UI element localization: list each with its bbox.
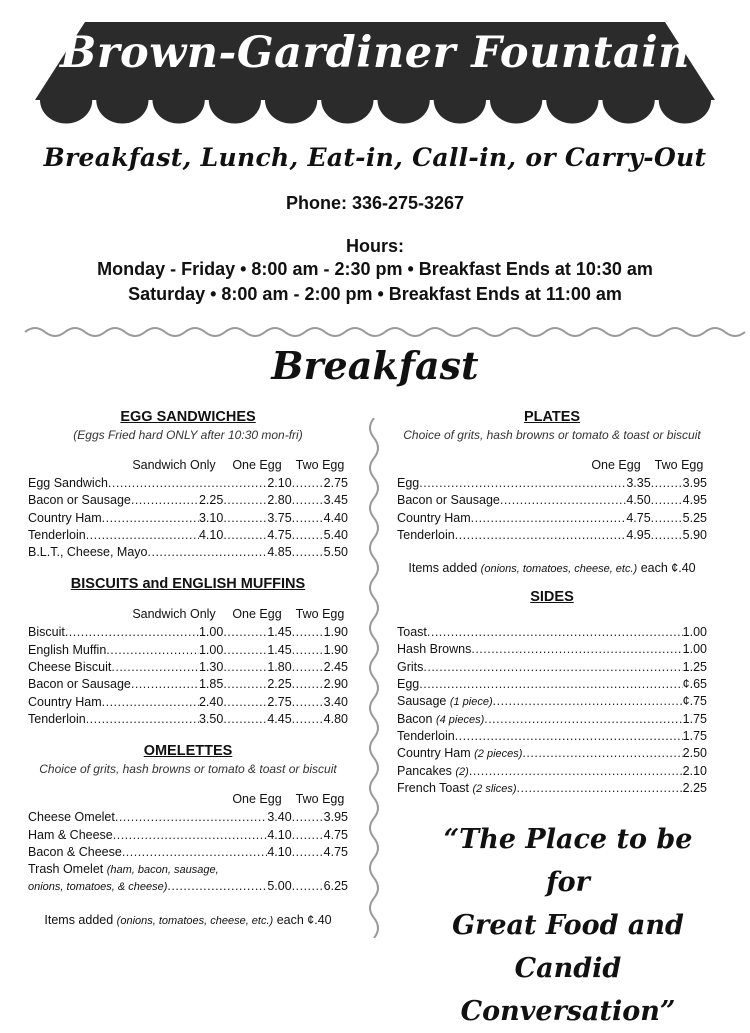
price-one-egg: 2.10 <box>267 476 292 490</box>
leader-dots <box>292 712 324 726</box>
price-two-egg: 5.25 <box>682 510 707 525</box>
menu-row <box>397 694 707 711</box>
wavy-divider <box>0 322 750 342</box>
item-desc: (4 pieces) <box>435 713 485 726</box>
added-price: each ¢.40 <box>640 561 696 576</box>
col-one-egg: One Egg <box>591 458 641 472</box>
price-two-egg: 2.75 <box>323 476 348 490</box>
menu-row <box>397 625 707 642</box>
awning-scallop <box>40 100 92 124</box>
price-two-egg: 5.50 <box>323 545 348 560</box>
item-name <box>397 625 427 639</box>
hours-label: Hours: <box>346 236 404 256</box>
price-one-egg: 3.35 <box>626 476 651 490</box>
item-name: Tenderloin <box>397 527 455 542</box>
sides-heading: SIDES <box>530 589 574 606</box>
leader-dots <box>292 625 324 639</box>
leader-dots <box>106 643 199 657</box>
item-name <box>397 660 423 674</box>
leader-dots <box>86 712 199 726</box>
item-label: Bacon <box>397 711 433 726</box>
leader-dots <box>423 660 682 674</box>
biscuits-heading: BISCUITS and ENGLISH MUFFINS <box>70 576 306 593</box>
price-one-egg: 3.75 <box>267 510 292 525</box>
plates-list <box>397 476 707 545</box>
item-name: Bacon or Sausage <box>28 677 131 692</box>
awning-scallop <box>603 100 655 124</box>
item-name: Trash Omelet <box>28 862 104 877</box>
plates-items-added <box>397 561 707 575</box>
item-price: 1.75 <box>682 728 707 743</box>
leader-dots <box>111 660 199 674</box>
leader-dots <box>223 712 267 726</box>
awning-scallop <box>490 100 542 124</box>
price-one-egg: 4.10 <box>267 844 292 859</box>
hours-weekday: Monday - Friday • 8:00 am - 2:30 pm • Breakfast Ends at 10:30 am <box>97 259 653 279</box>
price-one-egg: 1.45 <box>267 642 292 657</box>
item-name: Bacon or Sausage <box>397 493 500 508</box>
left-column <box>28 409 348 927</box>
leader-dots <box>292 677 324 691</box>
leader-dots <box>471 511 627 525</box>
price-two-egg: 4.40 <box>323 510 348 525</box>
omelettes-column-headers <box>28 792 348 806</box>
price-one-egg: 4.75 <box>626 510 651 525</box>
price-two-egg: 5.90 <box>682 527 707 542</box>
price-sandwich-only: 1.85 <box>198 677 224 692</box>
quote-line-1: “The Place to be for <box>443 824 693 898</box>
col-two-egg: Two Egg <box>295 607 345 622</box>
right-column <box>397 409 707 798</box>
awning-scallop <box>434 100 486 124</box>
item-price: 1.75 <box>682 711 707 726</box>
tagline: Breakfast, Lunch, Eat-in, Call-in, or Carry-Out <box>43 143 707 172</box>
leader-dots <box>471 642 682 656</box>
awning-scallop <box>321 100 373 124</box>
price-one-egg: 4.85 <box>267 545 292 560</box>
leader-dots <box>223 511 267 525</box>
leader-dots <box>292 810 324 824</box>
item-name: English Muffin <box>28 642 107 657</box>
menu-row <box>28 545 348 562</box>
leader-dots <box>500 493 626 507</box>
item-label: Country Ham <box>397 746 471 761</box>
leader-dots <box>292 660 324 674</box>
item-name <box>397 746 522 760</box>
item-name: Bacon & Cheese <box>28 844 122 859</box>
col-two-egg: Two Egg <box>295 792 345 807</box>
menu-row <box>397 677 707 694</box>
price-two-egg: 4.75 <box>323 827 348 842</box>
item-label: French Toast <box>397 780 470 795</box>
price-one-egg: 5.00 <box>267 879 292 894</box>
leader-dots <box>517 781 683 795</box>
omelettes-items-added <box>28 913 348 927</box>
leader-dots <box>223 528 267 542</box>
trash-omelet-row-2 <box>28 879 348 896</box>
item-name <box>397 694 493 708</box>
menu-row <box>397 729 707 746</box>
price-sandwich-only: 2.40 <box>198 694 224 709</box>
item-name <box>397 642 471 656</box>
biscuits-list <box>28 625 348 729</box>
price-two-egg: 4.80 <box>323 711 348 726</box>
plates-heading: PLATES <box>523 409 581 425</box>
menu-row <box>28 828 348 845</box>
menu-row <box>28 643 348 660</box>
menu-row <box>28 712 348 729</box>
trash-omelet-row <box>28 862 348 879</box>
price-one-egg: 2.75 <box>267 694 292 709</box>
item-price: 2.50 <box>682 746 707 761</box>
price-one-egg: 4.10 <box>267 827 292 842</box>
leader-dots <box>292 493 324 507</box>
item-desc: onions, tomatoes, & cheese) <box>28 881 168 894</box>
menu-row <box>28 476 348 493</box>
price-one-egg: 2.25 <box>267 677 292 692</box>
leader-dots <box>223 493 267 507</box>
menu-row <box>397 476 707 493</box>
price-sandwich-only: 1.30 <box>198 660 224 675</box>
sides-list <box>397 625 707 798</box>
leader-dots <box>651 493 683 507</box>
section-title-breakfast: Breakfast <box>271 343 479 388</box>
price-two-egg: 6.25 <box>323 879 348 894</box>
item-name: Ham & Cheese <box>28 827 113 842</box>
egg-sandwiches-heading: EGG SANDWICHES <box>120 409 256 425</box>
leader-dots <box>223 660 267 674</box>
added-label: Items added <box>408 561 478 576</box>
omelettes-list <box>28 810 348 862</box>
added-desc: (onions, tomatoes, cheese, etc.) <box>116 914 274 927</box>
item-price: 1.25 <box>682 659 707 674</box>
plates-column-headers <box>397 458 707 472</box>
leader-dots <box>292 545 324 559</box>
menu-row <box>28 660 348 677</box>
item-label: Grits <box>397 659 424 674</box>
awning-scallop <box>378 100 430 124</box>
leader-dots <box>292 643 324 657</box>
leader-dots <box>148 545 268 559</box>
price-two-egg: 4.95 <box>682 493 707 508</box>
leader-dots <box>102 695 199 709</box>
menu-row <box>397 746 707 763</box>
menu-row <box>397 764 707 781</box>
added-label: Items added <box>44 912 114 927</box>
leader-dots <box>122 845 268 859</box>
item-desc: (2 pieces) <box>474 748 523 761</box>
price-two-egg: 3.95 <box>682 476 707 490</box>
awning-scallop <box>659 100 711 124</box>
leader-dots <box>223 643 267 657</box>
item-name <box>397 677 419 691</box>
price-one-egg: 1.45 <box>267 625 292 640</box>
slogan-quote <box>418 818 718 1033</box>
item-label: Sausage <box>397 694 447 709</box>
leader-dots <box>419 677 682 691</box>
leader-dots <box>292 845 324 859</box>
item-name: Country Ham <box>28 510 102 525</box>
price-sandwich-only: 4.10 <box>198 527 224 542</box>
col-sandwich-only: Sandwich Only <box>132 458 216 472</box>
item-desc: (1 piece) <box>449 696 493 709</box>
quote-line-3: Candid Conversation” <box>460 953 676 1027</box>
item-name <box>397 712 484 726</box>
col-one-egg: One Egg <box>232 607 282 622</box>
price-two-egg: 2.90 <box>323 677 348 692</box>
quote-line-2: Great Food and <box>452 910 684 941</box>
leader-dots <box>455 729 683 743</box>
leader-dots <box>102 511 199 525</box>
awning-scallop <box>153 100 205 124</box>
leader-dots <box>65 625 199 639</box>
price-one-egg: 1.80 <box>267 660 292 675</box>
price-sandwich-only: 3.10 <box>198 510 224 525</box>
price-one-egg: 4.50 <box>626 493 651 508</box>
awning-scallop <box>546 100 598 124</box>
menu-row <box>397 660 707 677</box>
menu-row <box>397 642 707 659</box>
item-price: 1.00 <box>682 625 707 640</box>
price-two-egg: 3.45 <box>323 493 348 508</box>
item-name <box>397 729 455 743</box>
leader-dots <box>223 677 267 691</box>
awning-scallop <box>209 100 261 123</box>
item-name: B.L.T., Cheese, Mayo <box>28 545 148 560</box>
menu-row <box>397 528 707 545</box>
leader-dots <box>223 625 267 639</box>
leader-dots <box>131 493 199 507</box>
menu-row <box>397 493 707 510</box>
price-sandwich-only: 1.00 <box>198 642 224 657</box>
hours-saturday: Saturday • 8:00 am - 2:00 pm • Breakfast Ends at 11:00 am <box>128 284 622 304</box>
leader-dots <box>427 625 683 639</box>
item-name: Biscuit <box>28 625 65 640</box>
price-two-egg: 4.75 <box>323 844 348 859</box>
price-sandwich-only: 2.25 <box>198 493 224 508</box>
egg-sandwiches-column-headers <box>28 458 348 472</box>
plates-note: Choice of grits, hash browns or tomato & toast or biscuit <box>403 428 701 442</box>
menu-row <box>28 511 348 528</box>
leader-dots <box>86 528 199 542</box>
omelettes-note: Choice of grits, hash browns or tomato & toast or biscuit <box>39 762 337 777</box>
price-two-egg: 1.90 <box>323 642 348 657</box>
awning-scallop <box>96 100 148 124</box>
leader-dots <box>115 810 267 824</box>
price-sandwich-only: 3.50 <box>198 711 224 726</box>
price-sandwich-only: 1.00 <box>198 625 224 640</box>
price-two-egg: 3.95 <box>323 810 348 825</box>
col-two-egg: Two Egg <box>295 458 345 472</box>
item-name <box>397 764 469 778</box>
leader-dots <box>469 764 683 778</box>
biscuits-column-headers <box>28 607 348 621</box>
menu-row <box>28 493 348 510</box>
item-label: Egg <box>397 677 420 692</box>
menu-row <box>28 695 348 712</box>
item-name: Egg <box>397 476 420 490</box>
phone-number: Phone: 336-275-3267 <box>285 193 465 213</box>
item-desc: (2) <box>455 765 469 778</box>
item-label: Toast <box>397 625 427 640</box>
leader-dots <box>292 828 324 842</box>
leader-dots <box>292 476 324 490</box>
leader-dots <box>108 476 267 490</box>
item-name <box>397 781 517 795</box>
price-two-egg: 3.40 <box>323 694 348 709</box>
item-price: 1.00 <box>682 642 707 657</box>
price-two-egg: 2.45 <box>323 660 348 675</box>
price-one-egg: 2.80 <box>267 493 292 508</box>
leader-dots <box>292 511 324 525</box>
leader-dots <box>455 528 627 542</box>
item-label: Hash Browns <box>397 642 472 657</box>
item-price: ¢.65 <box>682 677 707 692</box>
price-one-egg: 3.40 <box>267 810 292 825</box>
menu-row <box>397 712 707 729</box>
item-desc: (2 slices) <box>472 782 517 795</box>
menu-row <box>397 781 707 798</box>
col-one-egg: One Egg <box>232 458 282 472</box>
restaurant-name: Brown-Gardiner Fountain <box>60 28 690 78</box>
menu-row <box>28 810 348 827</box>
leader-dots <box>484 712 682 726</box>
leader-dots <box>131 677 199 691</box>
leader-dots <box>651 528 683 542</box>
col-two-egg: Two Egg <box>654 458 704 472</box>
price-two-egg: 1.90 <box>323 625 348 640</box>
price-two-egg: 5.40 <box>323 527 348 542</box>
item-name: Bacon or Sausage <box>28 493 131 508</box>
awning-scallop <box>265 100 317 124</box>
leader-dots <box>419 476 626 490</box>
leader-dots <box>113 828 268 842</box>
menu-row <box>28 625 348 642</box>
item-price: 2.25 <box>682 780 707 795</box>
menu-row <box>28 528 348 545</box>
col-one-egg: One Egg <box>232 792 282 807</box>
item-name: Tenderloin <box>28 711 86 726</box>
item-price: ¢.75 <box>682 694 707 709</box>
item-name: Tenderloin <box>28 527 86 542</box>
leader-dots <box>292 695 324 709</box>
menu-row <box>28 677 348 694</box>
leader-dots <box>493 694 683 708</box>
item-name: Egg Sandwich <box>28 476 108 490</box>
item-name: Cheese Omelet <box>28 810 115 825</box>
price-one-egg: 4.95 <box>626 527 651 542</box>
item-name: Country Ham <box>28 694 102 709</box>
added-desc: (onions, tomatoes, cheese, etc.) <box>480 563 638 576</box>
col-sandwich-only: Sandwich Only <box>132 607 216 622</box>
leader-dots <box>292 528 324 542</box>
column-divider <box>364 418 384 938</box>
leader-dots <box>651 511 683 525</box>
menu-row <box>28 845 348 862</box>
item-desc: (ham, bacon, sausage, <box>106 864 219 877</box>
item-name: Country Ham <box>397 510 471 525</box>
leader-dots <box>223 695 267 709</box>
leader-dots <box>651 476 683 490</box>
price-one-egg: 4.45 <box>267 711 292 726</box>
item-label: Tenderloin <box>397 728 455 743</box>
egg-sandwiches-note: (Eggs Fried hard ONLY after 10:30 mon-fri) <box>73 428 303 442</box>
item-price: 2.10 <box>682 763 707 778</box>
egg-sandwiches-list <box>28 476 348 562</box>
leader-dots <box>522 746 682 760</box>
item-name: Cheese Biscuit <box>28 660 112 675</box>
menu-row <box>397 511 707 528</box>
price-one-egg: 4.75 <box>267 527 292 542</box>
added-price: each ¢.40 <box>276 912 332 927</box>
item-label: Pancakes <box>397 763 452 778</box>
omelettes-heading: OMELETTES <box>143 743 233 760</box>
